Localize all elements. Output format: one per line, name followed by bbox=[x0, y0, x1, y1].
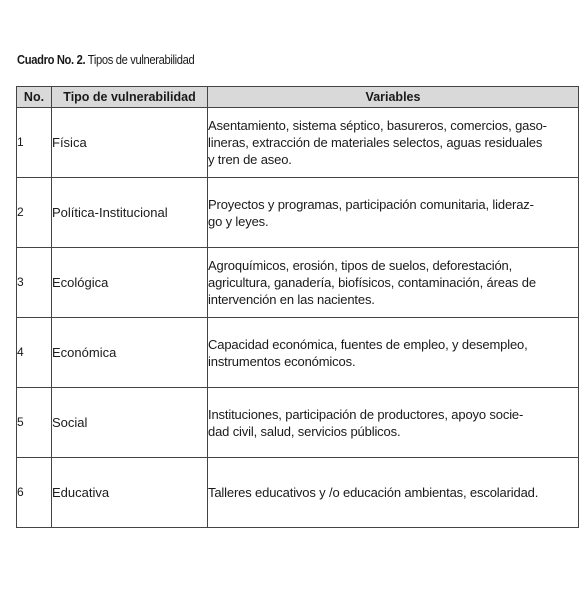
row-number: 3 bbox=[17, 248, 52, 318]
row-type: Educativa bbox=[52, 458, 208, 528]
table-row bbox=[17, 178, 579, 248]
table-row bbox=[17, 248, 579, 318]
variables-line: Agroquímicos, erosión, tipos de suelos, deforestación, bbox=[208, 258, 513, 273]
header-type: Tipo de vulnerabilidad bbox=[52, 87, 208, 108]
variables-line: Asentamiento, sistema séptico, basureros, comercios, gaso- bbox=[208, 118, 547, 133]
table-row bbox=[17, 318, 579, 388]
row-type: Física bbox=[52, 108, 208, 178]
header-no: No. bbox=[17, 87, 52, 108]
vulnerability-table bbox=[16, 86, 579, 528]
row-number: 6 bbox=[17, 458, 52, 528]
table-row bbox=[17, 458, 579, 528]
row-number: 5 bbox=[17, 388, 52, 458]
row-variables bbox=[208, 178, 579, 248]
variables-line: instrumentos económicos. bbox=[208, 353, 356, 369]
caption-label: Cuadro No. 2. bbox=[17, 52, 86, 67]
row-variables bbox=[208, 388, 579, 458]
variables-line: intervención en las nacientes. bbox=[208, 292, 375, 307]
row-type: Económica bbox=[52, 318, 208, 388]
row-variables bbox=[208, 108, 579, 178]
variables-line: lineras, extracción de materiales selectos, aguas residuales bbox=[208, 135, 543, 150]
variables-line: Capacidad económica, fuentes de empleo, y desempleo, bbox=[208, 336, 528, 352]
row-type: Ecológica bbox=[52, 248, 208, 318]
header-variables: Variables bbox=[208, 87, 579, 108]
row-type: Política-Institucional bbox=[52, 178, 208, 248]
row-number: 1 bbox=[17, 108, 52, 178]
variables-line: Instituciones, participación de productores, apoyo socie- bbox=[208, 406, 524, 422]
table-row bbox=[17, 388, 579, 458]
row-variables bbox=[208, 248, 579, 318]
row-number: 2 bbox=[17, 178, 52, 248]
caption-text: Tipos de vulnerabilidad bbox=[85, 52, 195, 67]
row-type: Social bbox=[52, 388, 208, 458]
table-row bbox=[17, 108, 579, 178]
row-variables bbox=[208, 458, 579, 528]
variables-line: agricultura, ganadería, biofísicos, contaminación, áreas de bbox=[208, 275, 536, 290]
variables-line: dad civil, salud, servicios públicos. bbox=[208, 423, 401, 439]
row-number: 4 bbox=[17, 318, 52, 388]
variables-line: Talleres educativos y /o educación ambientas, escolaridad. bbox=[208, 485, 539, 500]
table-caption bbox=[17, 52, 194, 67]
variables-line: go y leyes. bbox=[208, 213, 269, 229]
table-header-row bbox=[17, 87, 579, 108]
variables-line: y tren de aseo. bbox=[208, 152, 292, 167]
row-variables bbox=[208, 318, 579, 388]
variables-line: Proyectos y programas, participación comunitaria, lideraz- bbox=[208, 196, 534, 212]
